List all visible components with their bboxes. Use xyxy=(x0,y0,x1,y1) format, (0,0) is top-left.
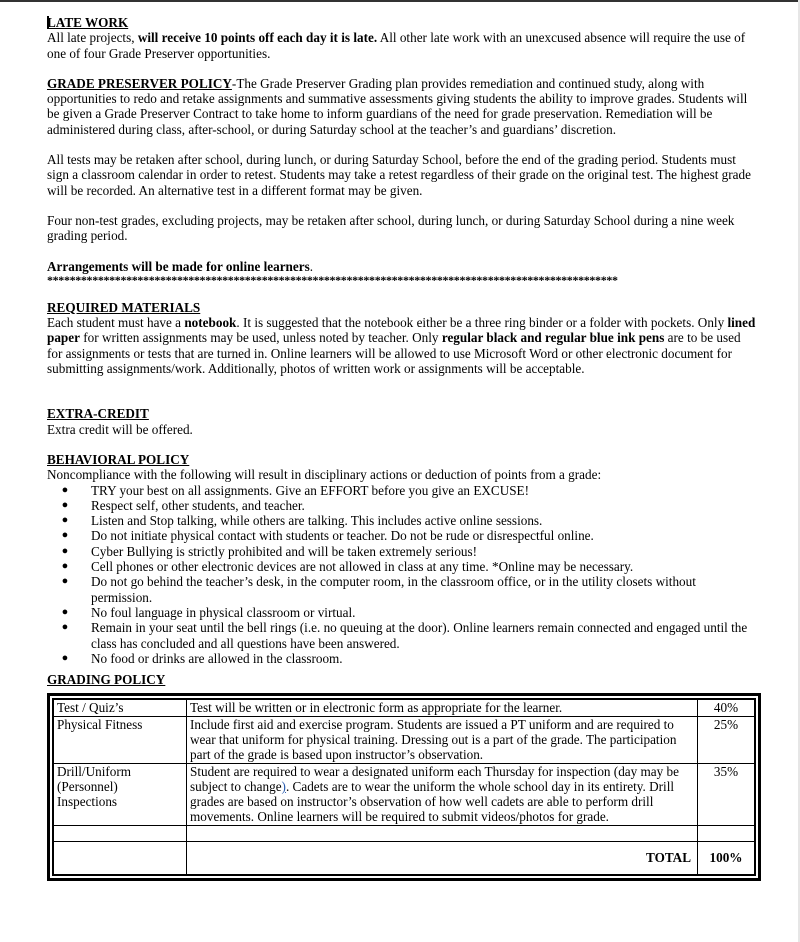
empty-cell xyxy=(698,825,755,841)
rm-bold-lined-paper: lined paper xyxy=(47,315,756,346)
behavioral-rule-text: Cyber Bullying is strictly prohibited and will be taken extremely serious! xyxy=(91,543,478,559)
weight-cell: 25% xyxy=(698,716,755,763)
behavioral-rule xyxy=(47,559,757,574)
bullet-icon: ● xyxy=(61,483,69,496)
weight-cell: 40% xyxy=(698,700,755,716)
description-cell xyxy=(187,763,698,825)
behavioral-rule xyxy=(47,513,757,528)
late-work-text-2: All other late work with an unexcused absence will require the use of one of four Grade Preserver opportunities. xyxy=(47,30,746,61)
category-line: Drill/Uniform xyxy=(57,763,131,779)
bullet-icon: ● xyxy=(61,529,69,542)
required-materials-section xyxy=(47,300,757,376)
empty-row xyxy=(54,825,755,841)
behavioral-rule-text: Listen and Stop talking, while others are talking. This includes active online sessions. xyxy=(91,513,543,529)
spellcheck-mark: ) xyxy=(281,778,286,794)
rm-bold-notebook: notebook xyxy=(184,315,237,331)
grade-preserver-text: -The Grade Preserver Grading plan provides remediation and continued study, along with opportunities to redo and retake assignments and summative assessments giving students the ability to improve grades. Students will be given a Grade Preserver Contract to take home to inform guardians of the need for grade preservation. Remediation will be administered during class, after-school, or during Saturday school at the teacher’s and guardians’ discretion. xyxy=(47,75,748,137)
late-work-bold: will receive 10 points off each day it is late. xyxy=(137,30,378,46)
bullet-icon: ● xyxy=(61,651,69,664)
behavioral-policy-intro: Noncompliance with the following will result in disciplinary actions or deduction of points from a grade: xyxy=(47,467,602,483)
table-row xyxy=(54,700,755,716)
online-note-bold: Arrangements will be made for online learners xyxy=(47,258,310,274)
behavioral-rule-text: Do not initiate physical contact with students or teacher. Do not be rude or disrespectful online. xyxy=(91,528,594,544)
bullet-icon: ● xyxy=(61,575,69,588)
total-value: 100% xyxy=(698,841,755,874)
grade-preserver-section xyxy=(47,76,757,286)
late-work-heading-text: LATE WORK xyxy=(47,15,129,30)
weight-cell: 35% xyxy=(698,763,755,825)
behavioral-rule-text: TRY your best on all assignments. Give an EFFORT before you give an EXCUSE! xyxy=(91,482,530,498)
behavioral-rule xyxy=(47,651,757,666)
behavioral-rule xyxy=(47,498,757,513)
category-cell: Physical Fitness xyxy=(54,716,187,763)
total-row xyxy=(54,841,755,874)
online-note xyxy=(47,259,757,274)
description-text-2: . Cadets are to wear the uniform the whole school day in its entirety. Drill grades are based on instructor’s observation of how well cadets are able to perform drill movements. Online learners will be required to submit videos/photos for grade. xyxy=(190,778,675,825)
empty-cell xyxy=(54,841,187,874)
non-test-paragraph: Four non-test grades, excluding projects, may be retaken after school, during lunch, or during Saturday School during a nine week grading period. xyxy=(47,212,735,244)
empty-cell xyxy=(187,825,698,841)
description-cell: Include first aid and exercise program. Students are issued a PT uniform and are required to wear that uniform for physical training. Dressing out is a part of the grade. The participation part of the grade is based upon instructor’s observation. xyxy=(187,716,698,763)
extra-credit-heading: EXTRA-CREDIT xyxy=(47,406,149,422)
behavioral-rule xyxy=(47,605,757,620)
category-cell xyxy=(54,763,187,825)
bullet-icon: ● xyxy=(61,560,69,573)
behavioral-rule xyxy=(47,483,757,498)
online-note-period: . xyxy=(309,258,314,274)
rm-text-2: . It is suggested that the notebook either be a three ring binder or a folder with pockets. Only xyxy=(236,315,728,331)
rm-bold-pens: regular black and regular blue ink pens xyxy=(441,330,665,346)
description-text-1: Student are required to wear a designated uniform each Thursday for inspection (day may be subject to change xyxy=(190,763,679,794)
grading-policy-section xyxy=(47,672,757,881)
late-work-text-1: All late projects, xyxy=(47,30,138,46)
table-row xyxy=(54,716,755,763)
table-row xyxy=(54,763,755,825)
late-work-section xyxy=(47,15,757,61)
category-line: Inspections xyxy=(57,794,118,810)
required-materials-heading: REQUIRED MATERIALS xyxy=(47,299,201,315)
page-top-border xyxy=(0,0,800,2)
category-line: (Personnel) xyxy=(57,778,118,794)
late-work-heading xyxy=(47,15,757,30)
total-label: TOTAL xyxy=(187,841,698,874)
bullet-icon: ● xyxy=(61,605,69,618)
late-work-text xyxy=(47,30,757,61)
rm-text-3: for written assignments may be used, unless noted by teacher. Only xyxy=(79,330,442,346)
retest-paragraph: All tests may be retaken after school, during lunch, or during Saturday School, before the end of the grading period. Students must sign a classroom calendar in order to retest. Students may take a retest regardless of their grade on the original test. The highest grade will be recorded. An alternative test in a different format may be given. xyxy=(47,152,751,198)
behavioral-rule-text: Do not go behind the teacher’s desk, in the computer room, in the classroom office, or in the utility closets without permission. xyxy=(91,574,696,605)
behavioral-rule xyxy=(47,574,757,605)
grading-table-frame xyxy=(47,693,761,880)
grade-preserver-heading: GRADE PRESERVER POLICY xyxy=(47,75,232,91)
document-page xyxy=(47,15,757,881)
grading-policy-heading: GRADING POLICY xyxy=(47,672,166,688)
rm-text-4: are to be used for assignments or tests that are turned in. Online learners will be allowed to use Microsoft Word or other electronic document for submitting assignments/work. Additionally, photos of written work or assignments will be acceptable. xyxy=(47,330,741,377)
behavioral-rule-text: No food or drinks are allowed in the classroom. xyxy=(91,650,343,666)
behavioral-rules-list xyxy=(47,483,757,667)
behavioral-policy-section xyxy=(47,452,757,666)
extra-credit-text: Extra credit will be offered. xyxy=(47,421,193,437)
empty-cell xyxy=(54,825,187,841)
behavioral-rule xyxy=(47,528,757,543)
behavioral-rule-text: Remain in your seat until the bell rings (i.e. no queuing at the door). Online learners remain connected and engaged until the class has concluded and all questions have been answered. xyxy=(91,620,748,651)
grade-preserver-paragraph xyxy=(47,76,757,137)
required-materials-text xyxy=(47,315,757,376)
rm-text-1: Each student must have a xyxy=(47,315,185,331)
bullet-icon: ● xyxy=(61,498,69,511)
grading-table xyxy=(53,699,755,874)
category-cell: Test / Quiz’s xyxy=(54,700,187,716)
behavioral-rule xyxy=(47,620,757,651)
behavioral-rule xyxy=(47,544,757,559)
extra-credit-section xyxy=(47,406,757,437)
description-cell: Test will be written or in electronic form as appropriate for the learner. xyxy=(187,700,698,716)
asterisk-separator: ***************************************************************************************************** xyxy=(47,273,618,286)
bullet-icon: ● xyxy=(61,621,69,634)
behavioral-rule-text: No foul language in physical classroom or virtual. xyxy=(91,604,356,620)
bullet-icon: ● xyxy=(61,544,69,557)
bullet-icon: ● xyxy=(61,514,69,527)
behavioral-policy-heading: BEHAVIORAL POLICY xyxy=(47,451,190,467)
behavioral-rule-text: Respect self, other students, and teacher. xyxy=(91,497,305,513)
behavioral-rule-text: Cell phones or other electronic devices are not allowed in class at any time. *Online may be necessary. xyxy=(91,559,634,575)
